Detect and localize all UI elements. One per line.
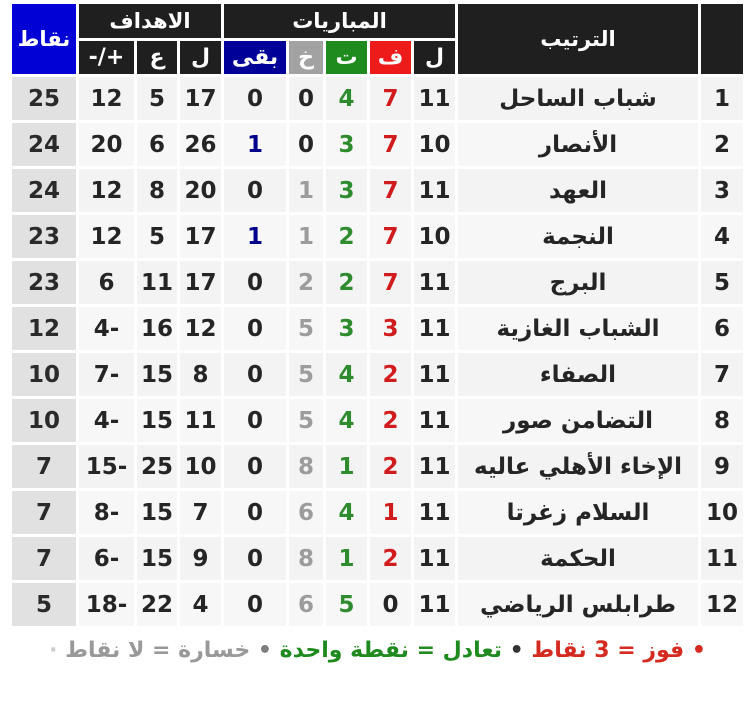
cell-won: 0 [370,583,411,626]
cell-played: 11 [414,307,455,350]
cell-lost: 8 [289,445,323,488]
cell-goals-for: 17 [180,261,221,304]
goals-against-column-header: ع [137,41,177,74]
cell-lost: 5 [289,307,323,350]
cell-team: النجمة [458,215,698,258]
cell-rank: 11 [701,537,743,580]
cell-team: شباب الساحل [458,77,698,120]
cell-remaining: 0 [224,445,286,488]
cell-goal-diff: -15 [79,445,134,488]
cell-team: التضامن صور [458,399,698,442]
cell-lost: 1 [289,215,323,258]
cell-goal-diff: 12 [79,169,134,212]
table-row [12,261,743,304]
legend-segment: خسارة = لا نقاط [65,638,251,663]
cell-rank: 8 [701,399,743,442]
cell-goal-diff: -6 [79,537,134,580]
cell-rank: 5 [701,261,743,304]
cell-team: الإخاء الأهلي عاليه [458,445,698,488]
table-row [12,169,743,212]
played-column-header: ل [414,41,455,74]
cell-lost: 0 [289,77,323,120]
cell-goals-against: 5 [137,77,177,120]
cell-goals-against: 16 [137,307,177,350]
table-row [12,491,743,534]
cell-won: 2 [370,353,411,396]
legend-segment: · [49,638,66,663]
goals-for-column-header: ل [180,41,221,74]
table-row [12,537,743,580]
cell-rank: 4 [701,215,743,258]
cell-drawn: 4 [326,399,367,442]
table-row [12,353,743,396]
cell-points: 7 [12,491,76,534]
cell-remaining: 0 [224,261,286,304]
cell-goal-diff: 12 [79,215,134,258]
cell-goals-for: 12 [180,307,221,350]
legend-segment: • فوز = 3 نقاط [531,638,706,663]
cell-won: 2 [370,445,411,488]
cell-goals-for: 9 [180,537,221,580]
cell-goals-for: 8 [180,353,221,396]
cell-drawn: 3 [326,123,367,166]
cell-won: 7 [370,169,411,212]
cell-lost: 2 [289,261,323,304]
cell-played: 11 [414,261,455,304]
cell-drawn: 1 [326,537,367,580]
table-row [12,307,743,350]
cell-remaining: 1 [224,123,286,166]
lost-column-header: خ [289,41,323,74]
cell-played: 11 [414,583,455,626]
cell-won: 7 [370,261,411,304]
cell-points: 10 [12,353,76,396]
cell-remaining: 0 [224,583,286,626]
header-group-row [12,4,743,38]
cell-team: طرابلس الرياضي [458,583,698,626]
table-body [12,77,743,626]
legend [9,638,746,663]
cell-played: 11 [414,537,455,580]
rank-column-header [701,4,743,74]
cell-played: 11 [414,399,455,442]
cell-points: 7 [12,537,76,580]
cell-goals-for: 11 [180,399,221,442]
cell-lost: 5 [289,399,323,442]
cell-rank: 6 [701,307,743,350]
drawn-column-header: ت [326,41,367,74]
cell-goals-for: 17 [180,77,221,120]
cell-goal-diff: 20 [79,123,134,166]
cell-played: 10 [414,123,455,166]
table-row [12,77,743,120]
team-column-header: الترتيب [458,4,698,74]
cell-points: 25 [12,77,76,120]
standings-table [9,1,746,629]
cell-points: 7 [12,445,76,488]
cell-played: 11 [414,77,455,120]
legend-segment: • [250,638,280,663]
cell-team: الصفاء [458,353,698,396]
goal-diff-column-header: +/- [79,41,134,74]
cell-goals-against: 25 [137,445,177,488]
cell-goals-against: 15 [137,353,177,396]
cell-lost: 0 [289,123,323,166]
cell-lost: 1 [289,169,323,212]
cell-goals-against: 15 [137,537,177,580]
cell-played: 11 [414,353,455,396]
cell-remaining: 0 [224,399,286,442]
cell-remaining: 0 [224,169,286,212]
cell-goal-diff: 12 [79,77,134,120]
cell-goals-for: 20 [180,169,221,212]
cell-rank: 3 [701,169,743,212]
cell-goals-against: 15 [137,491,177,534]
cell-team: السلام زغرتا [458,491,698,534]
table-row [12,445,743,488]
cell-goals-for: 17 [180,215,221,258]
cell-points: 24 [12,123,76,166]
cell-remaining: 0 [224,307,286,350]
cell-goal-diff: -8 [79,491,134,534]
cell-goals-against: 15 [137,399,177,442]
cell-goal-diff: 6 [79,261,134,304]
cell-team: الشباب الغازية [458,307,698,350]
cell-won: 7 [370,77,411,120]
table-row [12,399,743,442]
remaining-column-header: بقى [224,41,286,74]
cell-points: 10 [12,399,76,442]
cell-lost: 6 [289,491,323,534]
table-row [12,123,743,166]
cell-won: 3 [370,307,411,350]
cell-drawn: 2 [326,215,367,258]
cell-points: 5 [12,583,76,626]
won-column-header: ف [370,41,411,74]
cell-goal-diff: -4 [79,399,134,442]
cell-drawn: 4 [326,77,367,120]
cell-goals-against: 5 [137,215,177,258]
cell-rank: 12 [701,583,743,626]
cell-drawn: 3 [326,307,367,350]
table-row [12,215,743,258]
points-column-header: نقاط [12,4,76,74]
cell-goals-against: 6 [137,123,177,166]
cell-won: 7 [370,215,411,258]
cell-goals-for: 4 [180,583,221,626]
cell-points: 12 [12,307,76,350]
cell-rank: 10 [701,491,743,534]
cell-remaining: 0 [224,491,286,534]
cell-team: الأنصار [458,123,698,166]
cell-rank: 7 [701,353,743,396]
cell-drawn: 3 [326,169,367,212]
cell-team: البرج [458,261,698,304]
cell-goals-for: 26 [180,123,221,166]
cell-drawn: 2 [326,261,367,304]
cell-goals-against: 11 [137,261,177,304]
goals-group-header: الاهداف [79,4,221,38]
cell-won: 2 [370,537,411,580]
cell-rank: 9 [701,445,743,488]
cell-played: 11 [414,491,455,534]
cell-team: الحكمة [458,537,698,580]
cell-points: 23 [12,215,76,258]
cell-goals-for: 10 [180,445,221,488]
cell-remaining: 0 [224,77,286,120]
cell-won: 7 [370,123,411,166]
table-row [12,583,743,626]
cell-points: 24 [12,169,76,212]
cell-points: 23 [12,261,76,304]
cell-lost: 8 [289,537,323,580]
cell-played: 10 [414,215,455,258]
cell-won: 1 [370,491,411,534]
cell-goals-against: 8 [137,169,177,212]
matches-group-header: المباريات [224,4,455,38]
cell-lost: 6 [289,583,323,626]
cell-drawn: 4 [326,353,367,396]
cell-goals-against: 22 [137,583,177,626]
cell-played: 11 [414,169,455,212]
cell-drawn: 5 [326,583,367,626]
legend-segment: تعادل = نقطة واحدة [279,638,503,663]
table-header [12,4,743,74]
cell-goal-diff: -7 [79,353,134,396]
cell-team: العهد [458,169,698,212]
cell-played: 11 [414,445,455,488]
cell-goal-diff: -18 [79,583,134,626]
cell-remaining: 0 [224,537,286,580]
cell-lost: 5 [289,353,323,396]
cell-rank: 1 [701,77,743,120]
cell-won: 2 [370,399,411,442]
legend-segment: • [502,638,532,663]
cell-drawn: 1 [326,445,367,488]
cell-goals-for: 7 [180,491,221,534]
cell-drawn: 4 [326,491,367,534]
cell-rank: 2 [701,123,743,166]
cell-remaining: 1 [224,215,286,258]
cell-remaining: 0 [224,353,286,396]
cell-goal-diff: -4 [79,307,134,350]
